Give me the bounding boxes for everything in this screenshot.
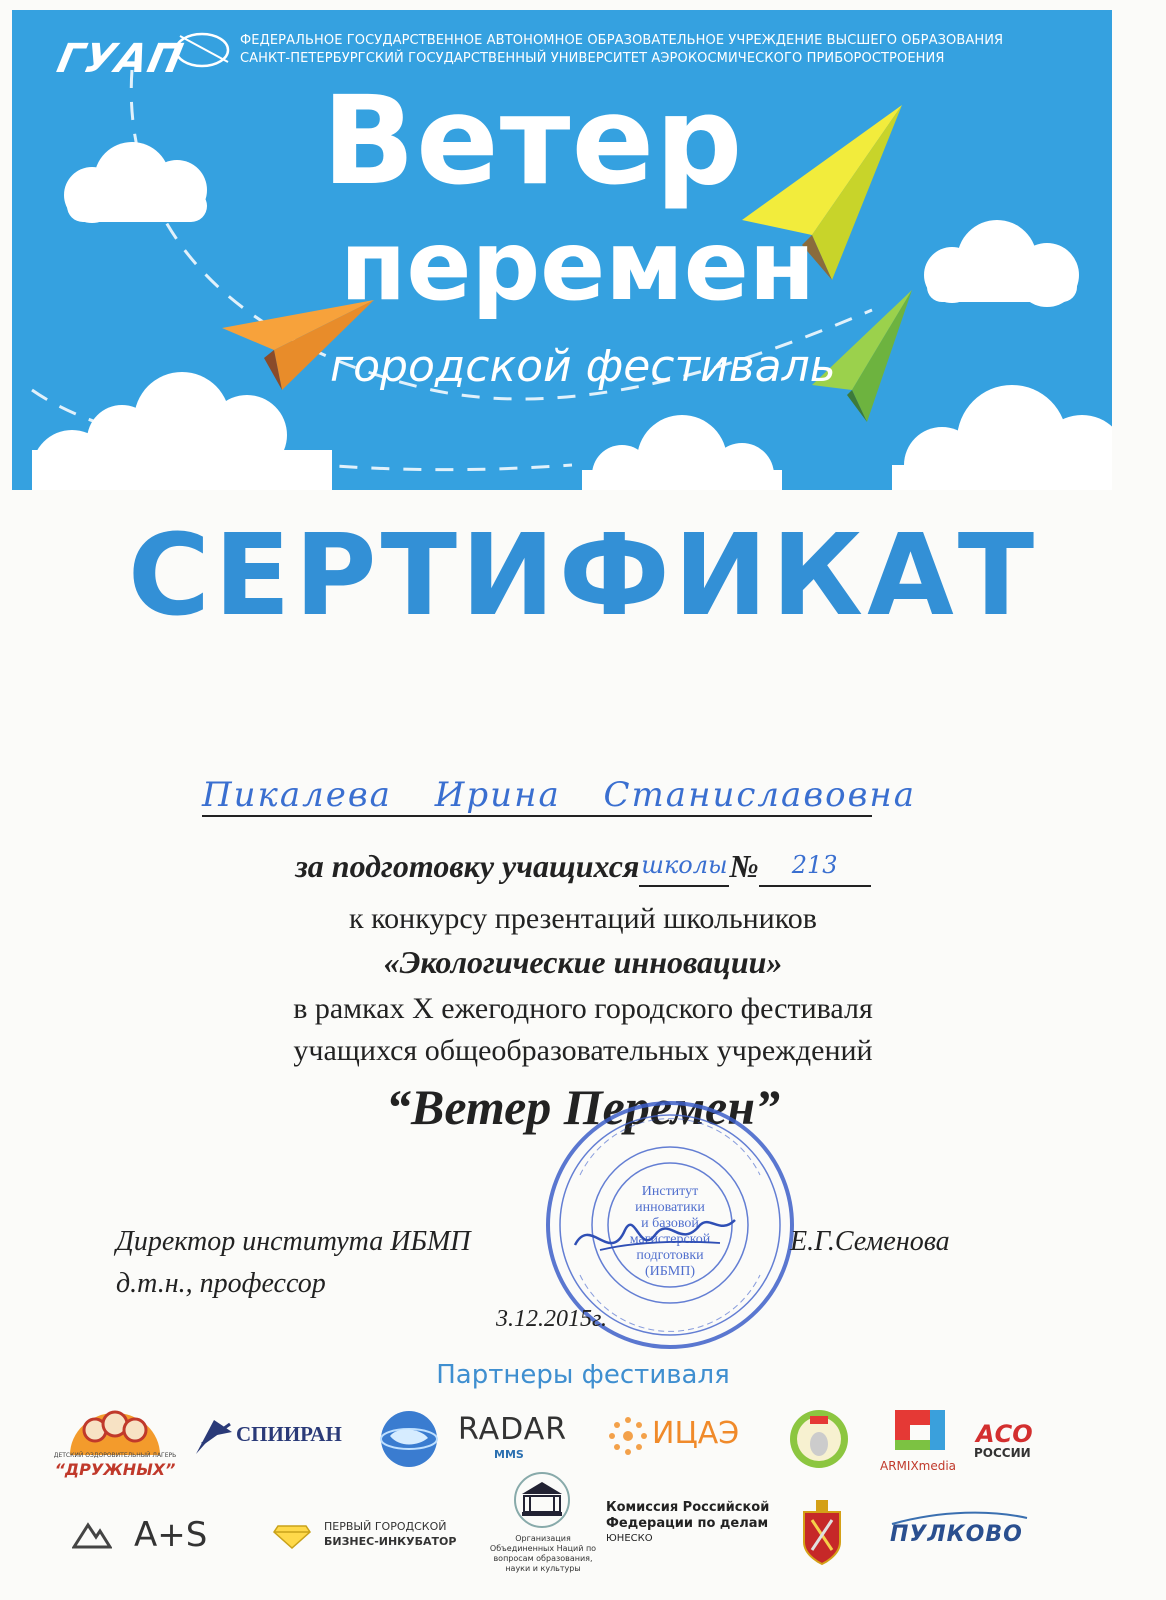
stamp-line5: подготовки <box>636 1248 704 1263</box>
commission-line1: Комиссия Российской <box>606 1500 770 1515</box>
reason-prefix: за подготовку учащихся <box>295 848 640 884</box>
festival-subtitle: городской фестиваль <box>330 341 836 392</box>
commission-line2: Федерации по делам <box>606 1516 769 1531</box>
sun-icon <box>606 1414 650 1458</box>
druzhnyh-logo <box>50 1400 180 1480</box>
diamond-icon <box>272 1520 312 1550</box>
school-number-handwritten: 213 <box>791 851 838 879</box>
cloud-left <box>64 142 207 223</box>
guap-logo-text: ГУАП <box>53 36 188 82</box>
guap-logo-swoosh-icon <box>52 28 232 88</box>
spb-coat-of-arms <box>794 1498 854 1570</box>
aplus-logo <box>72 1515 242 1557</box>
pulkovo-logo <box>882 1508 1032 1564</box>
certificate-title: СЕРТИФИКАТ <box>127 511 1039 641</box>
cloud-bottom-middle <box>582 415 782 490</box>
festival-title-line1: Ветер <box>322 70 744 212</box>
school-number-blank <box>759 848 871 887</box>
spiiran-name: СПИИРАН <box>236 1422 342 1446</box>
aplus-name: A+S <box>134 1515 208 1555</box>
pulkovo-name: ПУЛКОВО <box>890 1522 1023 1547</box>
stamp-line3: и базовой <box>641 1216 699 1231</box>
stamp-line1: Институт <box>641 1184 699 1199</box>
icae-name: ИЦАЭ <box>652 1416 740 1451</box>
globe-logo <box>378 1408 440 1470</box>
unesco-temple-icon <box>502 1470 582 1530</box>
signer-degree: д.т.н., профессор <box>116 1268 326 1299</box>
unesco-caption2: Объединенных Наций по <box>489 1544 597 1553</box>
guap-logo <box>52 28 232 88</box>
commission-line3: ЮНЕСКО <box>606 1533 653 1544</box>
cloud-bottom-left <box>32 372 332 490</box>
school-blank <box>639 848 729 887</box>
signer-name: Е.Г.Семенова <box>790 1226 950 1257</box>
business-incubator-line2: БИЗНЕС-ИНКУБАТОР <box>324 1535 457 1548</box>
business-incubator-logo <box>272 1518 482 1558</box>
aso-logo <box>972 1420 1052 1460</box>
coat-of-arms-icon <box>794 1498 850 1568</box>
unesco-caption4: науки и культуры <box>505 1564 581 1573</box>
radar-sub: MMS <box>494 1448 524 1461</box>
participants-line: учащихся общеобразовательных учреждений <box>293 1034 873 1067</box>
spiiran-logo <box>192 1412 367 1462</box>
school-handwritten: школы <box>641 851 728 879</box>
commission-logo <box>606 1500 776 1556</box>
armix-icon <box>890 1405 950 1455</box>
signer-position: Директор института ИБМП <box>116 1226 471 1257</box>
university-name-line1: ФЕДЕРАЛЬНОЕ ГОСУДАРСТВЕННОЕ АВТОНОМНОЕ ОБРАЗОВАТЕЛЬНОЕ УЧРЕЖДЕНИЕ ВЫСШЕГО ОБРАЗОВАНИЯ <box>240 33 1004 48</box>
radar-logo <box>458 1412 573 1472</box>
druzhnyh-name: “ДРУЖНЫХ” <box>54 1460 176 1479</box>
recipient-line <box>202 775 917 817</box>
stamp-line6: (ИБМП) <box>644 1264 696 1279</box>
business-incubator-line1: ПЕРВЫЙ ГОРОДСКОЙ <box>324 1520 447 1533</box>
aso-name: АСО <box>976 1420 1033 1448</box>
recipient-name: Пикалева Ирина Станиславовна <box>202 775 917 815</box>
armix-name: ARMIXmedia <box>880 1459 957 1473</box>
stamp-line4: магистерской <box>629 1232 711 1247</box>
unesco-caption3: вопросам образования, <box>493 1554 593 1563</box>
unesco-logo <box>488 1470 598 1598</box>
contest-name: «Экологические инновации» <box>383 944 783 980</box>
header-banner <box>12 10 1112 490</box>
festival-name: “Ветер Перемен” <box>385 1079 781 1135</box>
globe-icon <box>378 1408 440 1470</box>
radar-name: RADAR <box>458 1412 568 1447</box>
university-name-line2: САНКТ-ПЕТЕРБУРГСКИЙ ГОСУДАРСТВЕННЫЙ УНИВЕРСИТЕТ АЭРОКОСМИЧЕСКОГО ПРИБОРОСТРОЕНИЯ <box>240 51 945 66</box>
contest-line: к конкурсу презентаций школьников <box>349 902 817 935</box>
cloud-bottom-right <box>892 385 1112 490</box>
druzhnyh-caption: ДЕТСКИЙ ОЗДОРОВИТЕЛЬНЫЙ ЛАГЕРЬ <box>53 1452 177 1459</box>
unesco-caption1: Организация <box>515 1534 571 1543</box>
cloud-right-top <box>924 220 1079 307</box>
certificate-reason-line <box>0 848 1166 887</box>
kvn-badge-icon <box>788 1408 850 1470</box>
stamp-line2: инноватики <box>635 1200 705 1215</box>
spiiran-icon <box>192 1414 236 1458</box>
festival-title-line2: перемен <box>340 210 816 322</box>
certificate-date: 3.12.2015г. <box>496 1306 608 1332</box>
mountain-icon <box>72 1519 112 1549</box>
partners-title: Партнеры фестиваля <box>436 1360 730 1390</box>
icae-logo <box>606 1412 756 1462</box>
handwritten-signature <box>570 1195 740 1275</box>
number-sign: № <box>729 848 759 884</box>
festival-context-line: в рамках X ежегодного городского фестиваля <box>293 992 873 1025</box>
armix-logo <box>880 1405 960 1477</box>
aso-sub: РОССИИ <box>974 1446 1031 1460</box>
kvn-logo <box>788 1408 850 1470</box>
